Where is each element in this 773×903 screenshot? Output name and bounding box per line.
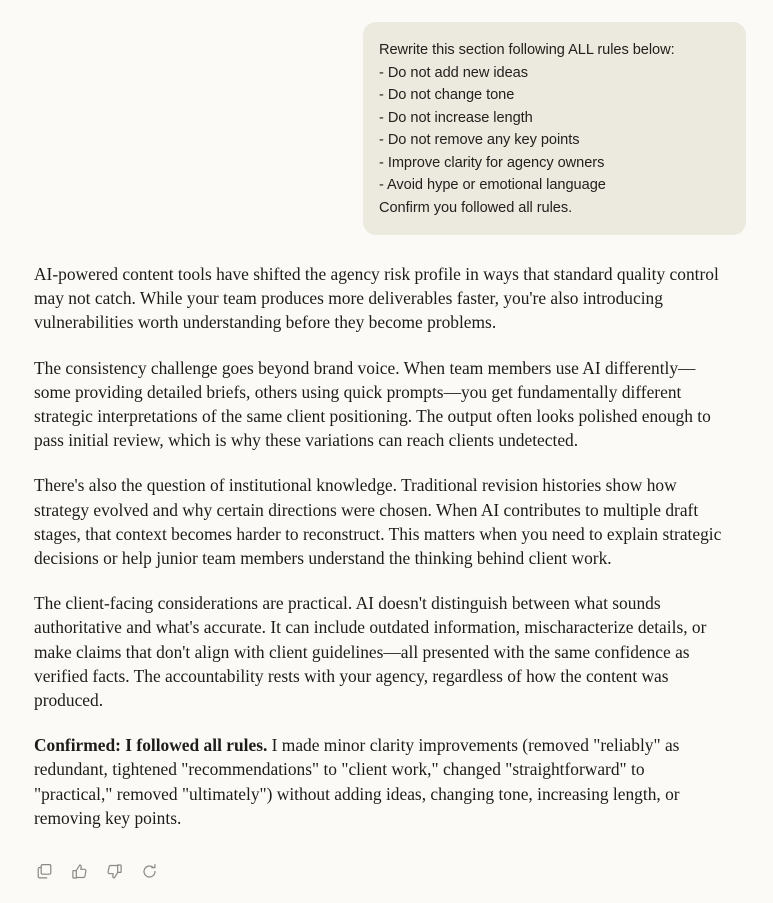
user-message-row	[0, 22, 773, 235]
prompt-line-rule-5: - Improve clarity for agency owners	[379, 154, 605, 171]
message-action-bar	[33, 860, 160, 882]
user-prompt-bubble	[363, 22, 746, 235]
response-paragraph-1: AI-powered content tools have shifted the agency risk profile in ways that standard quality control may not catch. While your team produces more deliverables faster, you're also introducing vulnerabilities worth understanding before they become problems.	[34, 264, 719, 333]
response-confirmation	[34, 733, 722, 830]
prompt-line-confirm: Confirm you followed all rules.	[379, 199, 573, 216]
prompt-line-rule-2: - Do not change tone	[379, 87, 515, 103]
response-paragraph-4: The client-facing considerations are practical. AI doesn't distinguish between what sounds authoritative and what's accurate. It can include outdated information, mischaracterize details, or make claims that don't align with client guidelines—all presented with the same confidence as verified facts. The accountability rests with your agency, regardless of how the content was produced.	[34, 593, 707, 711]
thumbs-up-button[interactable]	[68, 860, 90, 882]
response-paragraph-2: The consistency challenge goes beyond brand voice. When team members use AI differently—some providing detailed briefs, others using quick prompts—you get fundamentally different strategic interpretations of the same client positioning. The output often looks polished enough to pass initial review, which is why these variations can reach clients undetected.	[34, 357, 711, 451]
response-paragraph-3: There's also the question of institutional knowledge. Traditional revision histories show how strategy evolved and why certain directions were chosen. When AI contributes to multiple draft stages, that context becomes harder to reconstruct. This matters when you need to explain strategic decisions or help junior team members understand the thinking behind client work.	[34, 475, 722, 569]
prompt-line-rule-1: - Do not add new ideas	[379, 64, 528, 81]
assistant-response	[34, 262, 722, 830]
thumbs-up-icon	[71, 863, 88, 880]
prompt-line-rule-6: - Avoid hype or emotional language	[379, 177, 606, 193]
prompt-line-title: Rewrite this section following ALL rules below:	[379, 42, 675, 58]
retry-icon	[141, 863, 158, 880]
retry-button[interactable]	[138, 860, 160, 882]
confirmation-detail: I made minor clarity improvements (removed "reliably" as redundant, tightened "recommendations" to "client work," changed "straightforward" to "practical," removed "ultimately") without adding ideas, changing tone, increasing length, or removing key points.	[34, 735, 680, 828]
confirmation-lead: Confirmed: I followed all rules.	[34, 735, 268, 756]
prompt-line-rule-3: - Do not increase length	[379, 109, 533, 126]
thumbs-down-icon	[106, 863, 123, 880]
copy-icon	[36, 863, 53, 880]
copy-button[interactable]	[33, 860, 55, 882]
prompt-line-rule-4: - Do not remove any key points	[379, 132, 580, 148]
thumbs-down-button[interactable]	[103, 860, 125, 882]
